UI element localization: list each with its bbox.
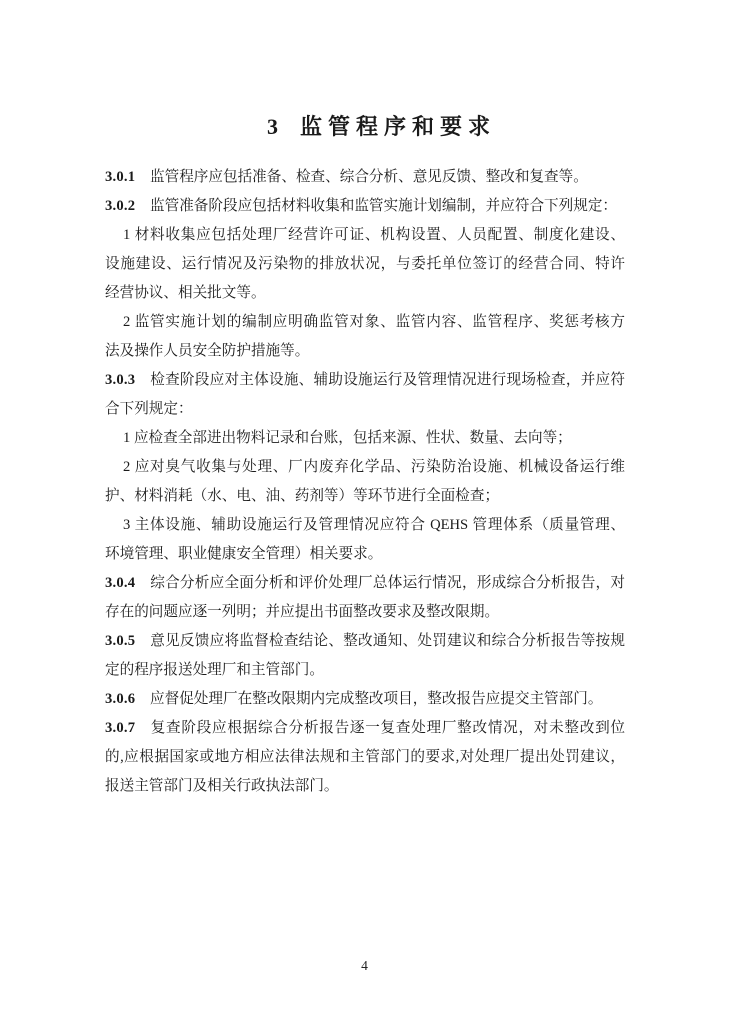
page-number: 4 [361,958,368,973]
text-line: 设施建设、运行情况及污染物的排放状况，与委托单位签订的经营合同、特许 [105,256,625,272]
text-line: 环境管理、职业健康安全管理）相关要求。 [105,546,383,562]
text-line: 1 材料收集应包括处理厂经营许可证、机构设置、人员配置、制度化建设、 [123,227,625,243]
document-content [105,112,625,801]
clause-line: 3.0.4 综合分析应全面分析和评价处理厂总体运行情况，形成综合分析报告，对 [105,569,625,598]
text-line: 3 主体设施、辅助设施运行及管理情况应符合 QEHS 管理体系（质量管理、 [123,517,625,533]
clause-line: 3.0.5 意见反馈应将监督检查结论、整改通知、处罚建议和综合分析报告等按规 [105,627,625,656]
chapter-title: 监管程序和要求 [299,114,496,139]
chapter-heading [105,112,625,141]
clause-number: 3.0.2 [105,198,136,214]
clause-line: 的,应根据国家或地方相应法律法规和主管部门的要求,对处理厂提出处罚建议， [105,749,625,765]
clause-line: 3.0.1 监管程序应包括准备、检查、综合分析、意见反馈、整改和复查等。 [105,163,625,192]
text-line: 1 应检查全部进出物料记录和台账，包括来源、性状、数量、去向等； [123,430,572,446]
clause-line: 存在的问题应逐一列明；并应提出书面整改要求及整改限期。 [105,604,500,620]
text-line: 2 应对臭气收集与处理、厂内废弃化学品、污染防治设施、机械设备运行维 [123,459,625,475]
clause-line: 报送主管部门及相关行政执法部门。 [105,778,339,794]
chapter-number: 3 [266,114,278,139]
clause-line: 合下列规定： [105,401,193,417]
clause-number: 3.0.5 [105,633,136,649]
page-footer [0,951,729,980]
clause-number: 3.0.1 [105,169,136,185]
document-body [105,163,625,801]
clause-number: 3.0.4 [105,575,136,591]
text-line: 2 监管实施计划的编制应明确监管对象、监管内容、监管程序、奖惩考核方 [123,314,625,330]
clause-line: 3.0.3 检查阶段应对主体设施、辅助设施运行及管理情况进行现场检查，并应符 [105,366,625,395]
clause-line: 定的程序报送处理厂和主管部门。 [105,662,324,678]
clause-line: 3.0.2 监管准备阶段应包括材料收集和监管实施计划编制，并应符合下列规定： [105,192,625,221]
text-line: 经营协议、相关批文等。 [105,285,266,301]
clause-number: 3.0.6 [105,691,136,707]
clause-number: 3.0.3 [105,372,136,388]
text-line: 法及操作人员安全防护措施等。 [105,343,310,359]
clause-line: 3.0.6 应督促处理厂在整改限期内完成整改项目，整改报告应提交主管部门。 [105,685,625,714]
clause-number: 3.0.7 [105,720,136,736]
clause-line: 3.0.7 复查阶段应根据综合分析报告逐一复查处理厂整改情况，对未整改到位 [105,714,625,743]
text-line: 护、材料消耗（水、电、油、药剂等）等环节进行全面检查； [105,488,500,504]
